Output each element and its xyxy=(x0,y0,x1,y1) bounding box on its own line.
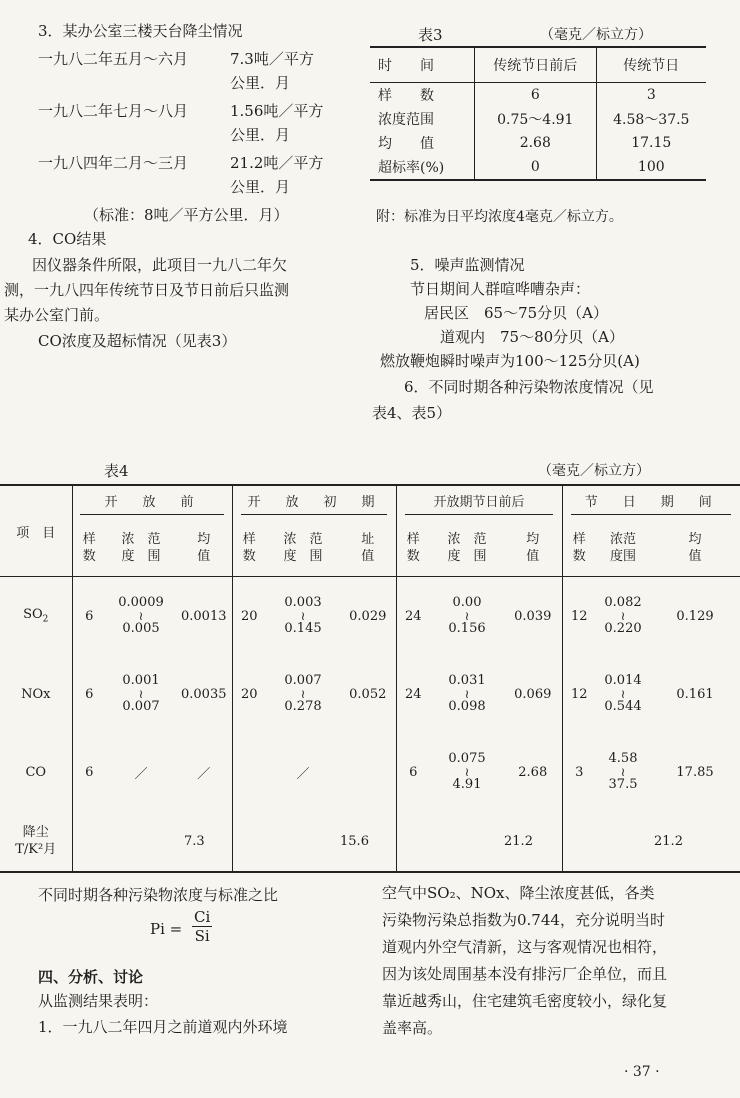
formula-numerator: Ci xyxy=(194,908,211,926)
table-row xyxy=(370,155,706,180)
table-cell: 17.85 xyxy=(676,764,714,780)
table-cell: 24 xyxy=(396,577,430,656)
co-text-line: 因仪器条件所限，此项目一九八二年欠 xyxy=(32,256,288,274)
table3 xyxy=(370,46,706,181)
section-heading: 四、分析、讨论 xyxy=(38,968,144,986)
table4-unit: （毫克／标立方） xyxy=(538,463,650,479)
table3-caption: 表3 xyxy=(418,26,443,44)
table-row xyxy=(370,83,706,108)
formula-fraction xyxy=(192,908,212,945)
table-cell: 2.68 xyxy=(475,131,597,155)
item6-title: 6．不同时期各种污染物浓度情况（见 xyxy=(404,378,654,396)
table-cell: 0.75～4.91 xyxy=(475,107,597,131)
table-cell: 7.3 xyxy=(176,811,232,872)
table-cell: 20 xyxy=(232,577,266,656)
subheader-mean: 均 值 xyxy=(650,520,740,577)
table-cell: 0.0013 xyxy=(181,608,227,624)
table-cell: ／ xyxy=(197,766,211,782)
subheader-count: 样 数 xyxy=(72,520,106,577)
subheader-count: 样 数 xyxy=(562,520,596,577)
table-cell: 0.0035 xyxy=(181,686,227,702)
page-number: · 37 · xyxy=(624,1064,660,1080)
body-text-line: 盖率高。 xyxy=(382,1019,443,1037)
noise-line: 燃放鞭炮瞬时噪声为100～125分贝(A) xyxy=(380,352,640,370)
table-cell: 20 xyxy=(232,655,266,733)
range-cell: 0.082 ≀ 0.220 xyxy=(604,595,642,636)
dust-standard: （标准：8吨／平方公里．月） xyxy=(84,206,289,224)
table-cell: 21.2 xyxy=(504,811,562,872)
range-cell: 0.00 ≀ 0.156 xyxy=(448,595,486,636)
table-cell: 15.6 xyxy=(340,811,396,872)
subheader-mean: 址 值 xyxy=(340,520,396,577)
table-cell xyxy=(340,733,396,811)
subheader-count: 样 数 xyxy=(232,520,266,577)
range-cell: 0.001 ≀ 0.007 xyxy=(122,673,160,714)
table-cell: 0.052 xyxy=(349,686,387,702)
row-label: NOx xyxy=(21,686,51,702)
table4-caption: 表4 xyxy=(104,462,129,480)
body-text-line: 从监测结果表明： xyxy=(38,992,159,1010)
table-cell: 12 xyxy=(562,655,596,733)
table-cell: 0.129 xyxy=(676,608,714,624)
table-cell: 24 xyxy=(396,655,430,733)
table-cell: 0.039 xyxy=(514,608,552,624)
group-header: 节 日 期 间 xyxy=(562,485,740,520)
range-cell: 0.031 ≀ 0.098 xyxy=(448,673,486,714)
table-row-dust xyxy=(0,811,740,872)
subheader-range: 浓范 度围 xyxy=(596,520,650,577)
range-cell: 0.007 ≀ 0.278 xyxy=(284,673,322,714)
subheader-mean: 均 值 xyxy=(176,520,232,577)
column-header: 传统节日 xyxy=(596,47,706,83)
table-cell: 0 xyxy=(475,155,597,180)
table-cell: ／ xyxy=(296,766,310,782)
row-label: 均 值 xyxy=(378,136,434,152)
body-text-line: 因为该处周围基本没有排污厂企单位，而且 xyxy=(382,965,668,983)
table-cell: 3 xyxy=(596,83,706,108)
co-text-line: 某办公室门前。 xyxy=(4,306,110,324)
table-row xyxy=(370,131,706,155)
table-cell xyxy=(232,733,266,811)
column-header: 传统节日前后 xyxy=(475,47,597,83)
subheader-range: 浓 范 度 围 xyxy=(266,520,340,577)
dust-row-unit: 公里．月 xyxy=(230,178,291,196)
noise-zone: 居民区 65～75分贝（A） xyxy=(424,304,609,322)
range-cell: 0.014 ≀ 0.544 xyxy=(604,673,642,714)
co-text-line: 测，一九八四年传统节日及节日前后只监测 xyxy=(4,281,290,299)
table-header-row xyxy=(0,485,740,520)
item-header: 项 目 xyxy=(0,485,72,577)
table-cell: 6 xyxy=(72,655,106,733)
noise-zone: 道观内 75～80分贝（A） xyxy=(440,328,625,346)
body-text-line: 道观内外空气清新，这与客观情况也相符， xyxy=(382,938,668,956)
table-cell: 6 xyxy=(475,83,597,108)
dust-row-period: 一九八二年七月～八月 xyxy=(38,102,189,120)
table4 xyxy=(0,484,740,873)
row-label: 降尘 T/K²月 xyxy=(0,811,72,872)
body-text-line: 空气中SO₂、NOx、降尘浓度甚低，各类 xyxy=(382,884,655,902)
row-label: CO xyxy=(25,764,47,780)
ratio-title: 不同时期各种污染物浓度与标准之比 xyxy=(38,886,279,904)
table-cell: 0.069 xyxy=(514,686,552,702)
table-cell: ／ xyxy=(134,766,148,782)
table-cell: 21.2 xyxy=(650,811,740,872)
dust-row-value: 21.2吨／平方 xyxy=(230,154,324,172)
dust-row-value: 1.56吨／平方 xyxy=(230,102,324,120)
item3-title: 3．某办公室三楼天台降尘情况 xyxy=(38,22,243,40)
item5-title: 5．噪声监测情况 xyxy=(410,256,525,274)
row-label: $SO_2$ xyxy=(23,607,49,625)
row-label: 超标率(%) xyxy=(370,155,475,180)
table-row xyxy=(370,107,706,131)
item4-title: 4．CO结果 xyxy=(28,230,107,248)
table-cell: 0.029 xyxy=(349,608,387,624)
dust-row-unit: 公里．月 xyxy=(230,126,291,144)
table-cell: 4.58～37.5 xyxy=(596,107,706,131)
body-text-line: 污染物污染总指数为0.744，充分说明当时 xyxy=(382,911,665,929)
row-label: 浓度范围 xyxy=(378,112,434,128)
group-header: 开 放 前 xyxy=(72,485,232,520)
co-table-reference: CO浓度及超标情况（见表3） xyxy=(38,332,237,350)
dust-row-period: 一九八二年五月～六月 xyxy=(38,50,189,68)
column-header: 时 间 xyxy=(370,47,475,83)
table-cell: 0.161 xyxy=(676,686,714,702)
dust-row-period: 一九八四年二月～三月 xyxy=(38,154,189,172)
subheader-range: 浓 范 度 围 xyxy=(106,520,176,577)
table-subheader-row xyxy=(0,520,740,577)
formula-denominator: Si xyxy=(194,927,210,945)
dust-row-value: 7.3吨／平方 xyxy=(230,50,314,68)
table3-unit: （毫克／标立方） xyxy=(540,27,652,43)
table-row-co xyxy=(0,733,740,811)
table-row-so2 xyxy=(0,577,740,656)
body-text-line: 1．一九八二年四月之前道观内外环境 xyxy=(38,1018,288,1036)
body-text-line: 靠近越秀山，住宅建筑毛密度较小，绿化复 xyxy=(382,992,668,1010)
item6-title: 表4、表5） xyxy=(372,404,452,422)
table-cell: 12 xyxy=(562,577,596,656)
table-cell: 100 xyxy=(596,155,706,180)
table-header-row xyxy=(370,47,706,83)
group-header: 开 放 初 期 xyxy=(232,485,396,520)
group-header: 开放期节日前后 xyxy=(396,485,562,520)
range-cell: 0.0009 ≀ 0.005 xyxy=(118,595,164,636)
table-row-nox xyxy=(0,655,740,733)
table-cell: 6 xyxy=(72,733,106,811)
subheader-mean: 均 值 xyxy=(504,520,562,577)
table-cell: 2.68 xyxy=(518,764,548,780)
row-label: 样 数 xyxy=(378,88,434,104)
subheader-count: 样 数 xyxy=(396,520,430,577)
table3-note: 附：标准为日平均浓度4毫克／标立方。 xyxy=(376,209,623,225)
table-cell: 6 xyxy=(396,733,430,811)
range-cell: 0.003 ≀ 0.145 xyxy=(284,595,322,636)
range-cell: 4.58 ≀ 37.5 xyxy=(608,751,638,792)
noise-line: 节日期间人群喧哗嘈杂声： xyxy=(410,280,591,298)
table-cell: 3 xyxy=(562,733,596,811)
table-cell: 17.15 xyxy=(596,131,706,155)
dust-row-unit: 公里．月 xyxy=(230,74,291,92)
table-cell: 6 xyxy=(72,577,106,656)
range-cell: 0.075 ≀ 4.91 xyxy=(448,751,486,792)
formula-lhs: Pi = xyxy=(150,920,183,938)
subheader-range: 浓 范 度 围 xyxy=(430,520,504,577)
